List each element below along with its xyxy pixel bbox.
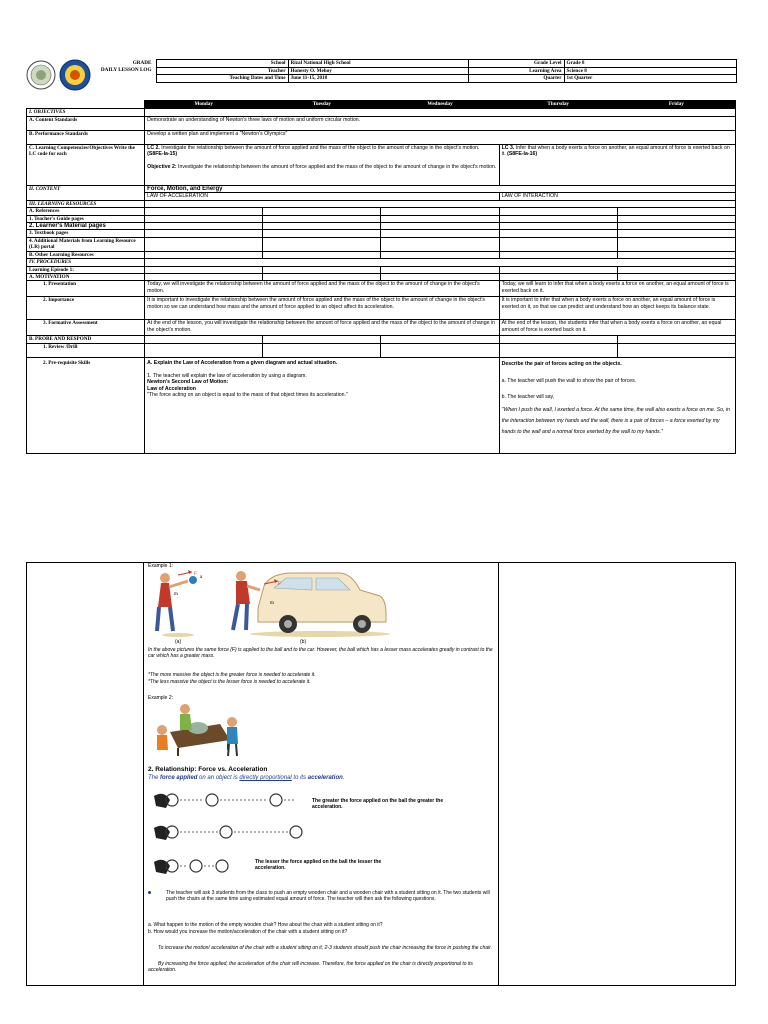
- additional-materials-label: 4. Additional Materials from Learning Resource (LR) portal: [27, 237, 145, 251]
- formative-text: At the end of the lesson, you will investigate the relationship between the amount of force applied and the mass of the object to the amount of change in the object's motion.: [145, 320, 499, 336]
- car-mass-label: m: [270, 601, 274, 606]
- example1-text: In the above pictures the same force (F) is applied to the ball and to the car. However, the ball which has a lesser mass accelerates greatly in contrast to the car which has a greater mass.: [148, 647, 493, 659]
- resources-heading: III. LEARNING RESOURCES: [27, 200, 145, 207]
- question-a: a. What happen to the motion of the empty wooden chair? How about the chair with a student sitting on it?: [148, 922, 383, 928]
- answer-2: By increasing the force applied, the acceleration of the chair will increase. Therefore, the force applied on the chair is directly proportional to its acceleration.: [148, 961, 473, 973]
- figure-label-a: (a): [175, 639, 182, 645]
- lc3-cell: LC 3. Infer that when a body exerts a force on another, an equal amount of force is exerted back on it. (S8FE-Ia-16): [499, 145, 735, 186]
- dates-label: Teaching Dates and Time: [156, 75, 288, 83]
- quarter-label: Quarter: [468, 75, 564, 83]
- importance-text-thursday: It is important to infer that when a body exerts a force on another, an equal amount of force is exerted on it, so that we can predict and understand how an object keeps its balance state.: [499, 297, 735, 320]
- content-title: Force, Motion, and Energy: [145, 186, 736, 193]
- diagram-caption-bottom: The lesser the force applied on the ball the lesser the acceleration.: [255, 859, 382, 871]
- references-label: A. References: [27, 208, 145, 215]
- grade-level-value: Grade 8: [564, 60, 736, 68]
- law-acceleration: LAW OF ACCELERATION: [145, 193, 499, 200]
- activity-text: The teacher will ask 3 students from the class to push an empty wooden chair and a wooden chair with a student sitting on it. The two students will push the chairs at the same time using estimated equal amount of force. The teacher will then ask the following questions.: [166, 890, 490, 902]
- lc-label: C. Learning Competencies/Objectives Write the LC code for each: [27, 145, 145, 186]
- procedures-heading: IV. PROCEDURES: [27, 259, 145, 266]
- prereq-thursday: Describe the pair of forces acting on the objects. a. The teacher will push the wall to show the pair of forces. b. The teacher will say, "When I push the wall, I exerted a force. At the same time, the wall also exerts a force on me. So, in the interaction between my hands and the wall, there is a pair of forces – a force exerted by my hands to the wall and a normal force exerted by the wall to my hands.": [499, 358, 735, 454]
- header-table: [24, 59, 737, 83]
- formative-label: 3. Formative Assessment: [27, 320, 145, 336]
- objectives-heading: I. OBJECTIVES: [27, 109, 145, 117]
- relationship-title: 2. Relationship: Force vs. Acceleration: [148, 766, 268, 773]
- day-thursday: Thursday: [499, 101, 617, 109]
- learners-material-label: 2. Learner's Material pages: [27, 223, 145, 230]
- car-push-illustration: [230, 568, 390, 638]
- school-value: Rizal National High School: [288, 60, 468, 68]
- day-wednesday: Wednesday: [381, 101, 499, 109]
- day-monday: Monday: [145, 101, 263, 109]
- header-grade: GRADE: [132, 59, 152, 66]
- content-standards-label: A. Content Standards: [27, 117, 145, 131]
- formative-text-thursday: At the end of the lesson, the students infer that when a body exerts a force on another, an equal amount of force is exerted back on it.: [499, 320, 735, 336]
- car-force-label: F: [278, 582, 281, 587]
- lesson-log-table: [26, 100, 736, 454]
- day-friday: Friday: [617, 101, 735, 109]
- page2-col-divider-right: [498, 562, 499, 986]
- content-heading: II. CONTENT: [27, 186, 145, 201]
- ball-accel-label: a: [200, 575, 203, 580]
- presentation-text-thursday: Today, we will learn to infer that when a body exerts a force on another, an equal amount of force is exerted back on it.: [499, 281, 735, 297]
- header-log: DAILY LESSON LOG: [100, 67, 152, 73]
- teacher-label: Teacher: [156, 67, 288, 75]
- review-label: 1. Review /Drill: [27, 344, 145, 358]
- performance-standards-text: Develop a written plan and implement a "Newton's Olympics": [145, 131, 736, 145]
- school-label: School: [156, 60, 288, 68]
- example2-label: Example 2:: [148, 695, 174, 701]
- example1-label: Example 1:: [148, 563, 174, 569]
- learning-area-label: Learning Area: [468, 67, 564, 75]
- importance-text: It is important to investigate the relationship between the amount of force applied and the mass of the object to the amount of change in the object's motion so we can understand how mass and the amount of force applied to an object affect its acceleration.: [145, 297, 499, 320]
- diagram-caption-top: The greater the force applied on the ball the greater the acceleration.: [312, 798, 444, 810]
- quarter-value: 1st Quarter: [564, 75, 736, 83]
- teacher-value: Honesty O. Mehoy: [288, 67, 468, 75]
- grade-level-label: Grade Level: [468, 60, 564, 68]
- kids-pushing-illustration: [150, 702, 240, 758]
- motivation-label: A. MOTIVATION: [27, 274, 145, 281]
- importance-label: 2. Importance: [27, 297, 145, 320]
- prereq-label: 2. Pre-requisite Skills: [27, 358, 145, 454]
- question-b: b. How would you increase the motion/acceleration of the chair with a student sitting on it?: [148, 929, 348, 935]
- answer-1: To increase the motion/ acceleration of the chair with a student sitting on it, 2-3 students should push the chair increasing the force in pushing the chair.: [158, 945, 492, 951]
- dates-value: June 11-15, 2018: [288, 75, 468, 83]
- law-interaction: LAW OF INTERACTION: [499, 193, 735, 200]
- example1-note1: *The more massive the object is the greater force is needed to accelerate it.: [148, 672, 316, 678]
- relationship-statement: The force applied on an object is directly proportional to its acceleration.: [148, 775, 345, 781]
- ball-force-label: F: [194, 572, 197, 577]
- episode-label: Learning Episode 1:: [27, 266, 145, 273]
- performance-standards-label: B. Performance Standards: [27, 131, 145, 145]
- presentation-text: Today, we will investigate the relationship between the amount of force applied and the mass of the object to the amount of change in the object's motion.: [145, 281, 499, 297]
- example1-note2: *The less massive the object is the lesser force is needed to accelerate it.: [148, 679, 311, 685]
- page2-col-divider-left: [143, 562, 144, 986]
- bullet-icon: [148, 891, 151, 894]
- textbook-label: 3. Textbook pages: [27, 230, 145, 237]
- presentation-label: 1. Presentation: [27, 281, 145, 297]
- lc2-cell: LC 2. Investigate the relationship between the amount of force applied and the mass of the object to the amount of change in the object's motion. (S8FE-Ia-15) Objective 2: Investigate the relationship between the amount of force applied and the mass of the object to the amount of change in the object's motion.: [145, 145, 499, 186]
- learning-area-value: Science 8: [564, 67, 736, 75]
- ball-push-illustration: [148, 569, 208, 637]
- other-resources-label: B. Other Learning Resources: [27, 251, 145, 258]
- figure-label-b: (b): [300, 639, 307, 645]
- prereq-monday: A. Explain the Law of Acceleration from a given diagram and actual situation. 1. The teacher will explain the law of acceleration by using a diagram. Newton's Second Law of Motion: Law of Acceleration "The force acting on an object is equal to the mass of that object times its acceleration.": [145, 358, 499, 454]
- ball-mass-label: m: [174, 592, 178, 597]
- teachers-guide-label: 1. Teacher's Guide pages: [27, 215, 145, 222]
- content-standards-text: Demonstrate an understanding of Newton's three laws of motion and uniform circular motion.: [145, 117, 736, 131]
- day-tuesday: Tuesday: [263, 101, 381, 109]
- probe-label: B. PROBE AND RESPOND: [27, 336, 145, 344]
